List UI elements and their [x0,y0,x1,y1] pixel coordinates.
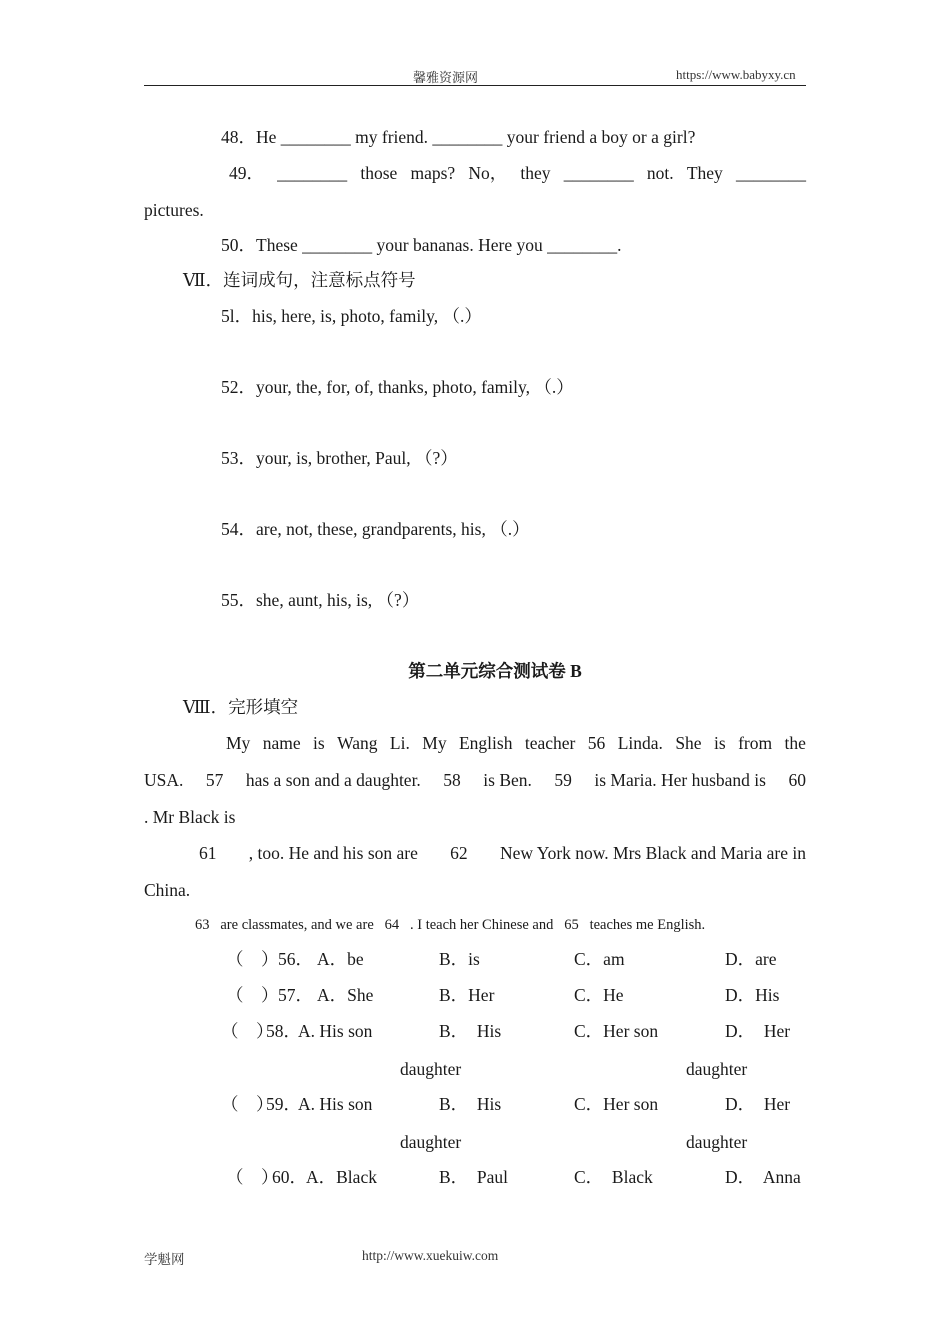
answer-paren[interactable]: （ ） [221,1094,274,1114]
question-52: 52．your, the, for, of, thanks, photo, family, （.） [221,377,574,397]
option-c[interactable]: C． Black [574,1167,653,1187]
cloze-word: name [262,733,301,753]
option-b[interactable]: B． His [439,1021,502,1041]
q49-word: ________ [735,163,806,183]
question-55: 55．she, aunt, his, is, （?） [221,590,420,610]
q49-word: maps? [410,163,456,183]
cloze-word: My [422,733,447,753]
option-b[interactable]: B．is [439,949,480,969]
answer-paren[interactable]: （ ） [226,985,279,1005]
option-number: 57． [278,985,313,1005]
option-b[interactable]: B．Her [439,985,495,1005]
cloze-word: is Ben. [483,770,532,790]
option-a[interactable]: A. His son [298,1021,373,1041]
header-site-name: 馨雅资源网 [413,70,479,85]
cloze-word: My [226,733,251,753]
question-51: 5l．his, here, is, photo, family, （.） [221,306,482,326]
option-d[interactable]: D． Her [725,1094,791,1114]
question-50: 50．These ________ your bananas. Here you ________. [221,235,622,255]
answer-paren[interactable]: （ ） [226,949,279,969]
cloze-blank-number: 57 [205,770,224,790]
option-d-continued: daughter [686,1132,748,1152]
cloze-blank-number: 60 [788,770,806,790]
cloze-word: USA. [144,770,184,790]
question-54: 54．are, not, these, grandparents, his, （.） [221,519,530,539]
option-b[interactable]: B． Paul [439,1167,509,1187]
cloze-word: Li. [389,733,410,753]
q49-word: they [520,163,551,183]
option-number: 59． [266,1094,301,1114]
q49-word: 49． [229,163,264,183]
question-53: 53．your, is, brother, Paul, （?） [221,448,458,468]
cloze-line-5: China. [144,880,191,900]
option-number: 60． [272,1167,307,1187]
option-b-continued: daughter [400,1132,462,1152]
option-a[interactable]: A．She [317,985,374,1005]
cloze-word: is [313,733,325,753]
option-a[interactable]: A. His son [298,1094,373,1114]
section8-heading: Ⅷ．完形填空 [183,697,299,717]
cloze-word: is [713,733,726,753]
answer-paren[interactable]: （ ） [221,1021,274,1041]
q49-word: ________ [563,163,634,183]
cloze-blank-number: 59 [554,770,572,790]
q49-word: those [360,163,398,183]
option-a[interactable]: A．Black [306,1167,377,1187]
header-url[interactable]: https://www.babyxy.cn [676,67,796,82]
option-d[interactable]: D．His [725,985,780,1005]
section7-heading: Ⅶ．连词成句，注意标点符号 [183,270,416,290]
cloze-blank-number: 62 [450,843,468,863]
option-c[interactable]: C．Her son [574,1094,659,1114]
cloze-word: from [738,733,773,753]
cloze-word: She [675,733,702,753]
option-number: 56． [278,949,313,969]
footer-site-name: 学魁网 [144,1252,185,1267]
option-d[interactable]: D． Anna [725,1167,801,1187]
q49-word: No， [468,163,508,183]
cloze-word: the [784,733,806,753]
cloze-word: , too. He and his son are [248,843,418,863]
option-a[interactable]: A．be [317,949,364,969]
question-49 [229,162,806,184]
q49-word: not. [646,163,674,183]
cloze-line-4 [199,842,806,864]
cloze-word: is Maria. Her husband is [594,770,766,790]
cloze-word: Linda. [617,733,663,753]
cloze-word: teacher [524,733,576,753]
cloze-word: Wang [337,733,378,753]
question-49-continued: pictures. [144,200,204,220]
option-d[interactable]: D． Her [725,1021,791,1041]
cloze-blank-number: 56 [587,733,606,753]
header-rule [144,85,806,86]
q49-word: They [686,163,723,183]
cloze-line-3: . Mr Black is [144,807,236,827]
cloze-line-2 [144,769,806,791]
test-title: 第二单元综合测试卷 B [408,661,582,681]
question-48: 48．He ________ my friend. ________ your friend a boy or a girl? [221,127,696,147]
cloze-line-1 [226,732,806,754]
option-c[interactable]: C．He [574,985,624,1005]
cloze-blank-number: 61 [199,843,217,863]
answer-paren[interactable]: （ ） [226,1167,279,1187]
option-b[interactable]: B． His [439,1094,502,1114]
option-c[interactable]: C．am [574,949,625,969]
cloze-word: English [458,733,513,753]
footer-url[interactable]: http://www.xuekuiw.com [362,1248,499,1263]
option-b-continued: daughter [400,1059,462,1079]
cloze-word: New York now. Mrs Black and Maria are in [499,843,806,863]
q49-word: ________ [277,163,348,183]
cloze-word: has a son and a daughter. [245,770,421,790]
option-number: 58． [266,1021,301,1041]
cloze-blank-number: 58 [443,770,461,790]
cloze-line-6: 63 are classmates, and we are 64 . I teach her Chinese and 65 teaches me English. [195,917,706,933]
option-c[interactable]: C．Her son [574,1021,659,1041]
option-d[interactable]: D．are [725,949,777,969]
option-d-continued: daughter [686,1059,748,1079]
